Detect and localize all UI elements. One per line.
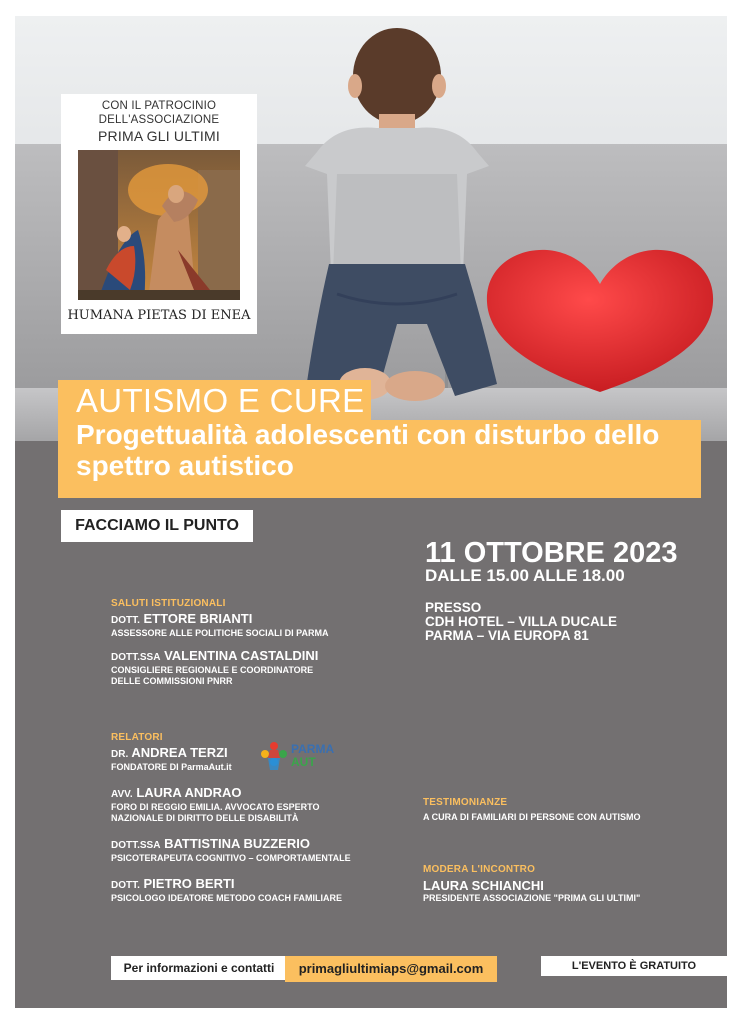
- person-role-line-1: PSICOLOGO IDEATORE METODO COACH FAMILIARE: [111, 893, 343, 903]
- person-role-line-1: FORO DI REGGIO EMILIA. AVVOCATO ESPERTO: [111, 802, 320, 812]
- person-title: DOTT.: [111, 880, 140, 891]
- contact-email[interactable]: primagliultimiaps@gmail.com: [285, 956, 497, 982]
- speaker: [111, 837, 351, 864]
- person-role-line-1: CONSIGLIERE REGIONALE E COORDINATORE: [111, 665, 314, 675]
- greeting-person: [111, 649, 318, 687]
- venue-line-2: PARMA – VIA EUROPA 81: [425, 628, 589, 643]
- person-title: DOTT.SSA: [111, 652, 161, 663]
- puzzle-people-icon: [259, 740, 289, 774]
- speaker: [111, 877, 342, 904]
- parmaaut-word-1: PARMA: [291, 742, 335, 756]
- person-name-line: [111, 877, 342, 893]
- person-name: ANDREA TERZI: [131, 745, 228, 760]
- heart-icon: [481, 244, 719, 394]
- info-label: Per informazioni e contatti: [111, 956, 287, 980]
- patronage-line-1: CON IL PATROCINIO: [101, 100, 217, 112]
- parmaaut-word-2: AUT: [291, 755, 316, 769]
- venue-label: PRESSO: [425, 600, 482, 615]
- hero-photo: [15, 16, 727, 441]
- event-date: 11 OTTOBRE 2023: [425, 537, 678, 569]
- testimonials-label: TESTIMONIANZE: [423, 797, 508, 808]
- poster: [15, 16, 727, 1008]
- speaker: [111, 786, 320, 824]
- painting-image: [78, 150, 240, 300]
- person-role: [111, 893, 342, 904]
- parmaaut-wordmark: [291, 743, 334, 769]
- free-event-badge: L'EVENTO È GRATUITO: [541, 956, 727, 976]
- moderator-name: LAURA SCHIANCHI: [423, 878, 544, 893]
- patronage-box: [61, 94, 257, 334]
- title-band: [58, 380, 715, 498]
- event-time: DALLE 15.00 ALLE 18.00: [425, 566, 625, 585]
- testimonials-text: A CURA DI FAMILIARI DI PERSONE CON AUTISMO: [423, 812, 641, 822]
- tagline: FACCIAMO IL PUNTO: [61, 510, 253, 542]
- person-name: BATTISTINA BUZZERIO: [164, 836, 310, 851]
- subtitle: Progettualità adolescenti con disturbo dello spettro autistico: [76, 419, 660, 481]
- person-name-line: [111, 746, 232, 762]
- person-name-line: [111, 786, 320, 802]
- person-name: PIETRO BERTI: [143, 876, 235, 891]
- venue-line-1: CDH HOTEL – VILLA DUCALE: [425, 614, 618, 629]
- person-title: AVV.: [111, 789, 133, 800]
- person-name-line: [111, 649, 318, 665]
- person-title: DR.: [111, 749, 129, 760]
- moderator-label: MODERA L'INCONTRO: [423, 864, 536, 875]
- person-role-line-1: FONDATORE DI ParmaAut.it: [111, 762, 232, 772]
- parmaaut-logo: [259, 740, 339, 776]
- person-name: ETTORE BRIANTI: [143, 611, 253, 626]
- person-role-line-2: NAZIONALE DI DIRITTO DELLE DISABILITÀ: [111, 813, 299, 823]
- person-name: LAURA ANDRAO: [136, 785, 242, 800]
- patronage-line-2: DELL'ASSOCIAZIONE: [98, 114, 220, 126]
- greetings-label: SALUTI ISTITUZIONALI: [111, 598, 226, 609]
- speaker: [111, 746, 232, 773]
- person-title: DOTT.: [111, 615, 140, 626]
- person-name-line: [111, 837, 351, 853]
- moderator-role: PRESIDENTE ASSOCIAZIONE "PRIMA GLI ULTIMI": [423, 893, 641, 903]
- person-name-line: [111, 612, 329, 628]
- person-role-line-1: ASSESSORE ALLE POLITICHE SOCIALI DI PARMA: [111, 628, 329, 638]
- greeting-person: [111, 612, 329, 639]
- speakers-label: RELATORI: [111, 732, 163, 743]
- person-role-line-1: PSICOTERAPEUTA COGNITIVO – COMPORTAMENTALE: [111, 853, 351, 863]
- person-role: [111, 762, 232, 773]
- person-role: [111, 853, 351, 864]
- person-role-line-2: DELLE COMMISSIONI PNRR: [111, 676, 233, 686]
- venue-block: [425, 601, 617, 643]
- heart-pillow: [481, 244, 719, 394]
- person-role: [111, 802, 320, 824]
- patronage-line-3: PRIMA GLI ULTIMI: [98, 128, 220, 144]
- person-name: VALENTINA CASTALDINI: [164, 648, 319, 663]
- painting-caption: HUMANA PIETAS DI ENEA: [67, 308, 251, 323]
- main-title: AUTISMO E CURE: [76, 382, 365, 419]
- person-role: [111, 628, 329, 639]
- person-role: [111, 665, 318, 687]
- person-title: DOTT.SSA: [111, 840, 161, 851]
